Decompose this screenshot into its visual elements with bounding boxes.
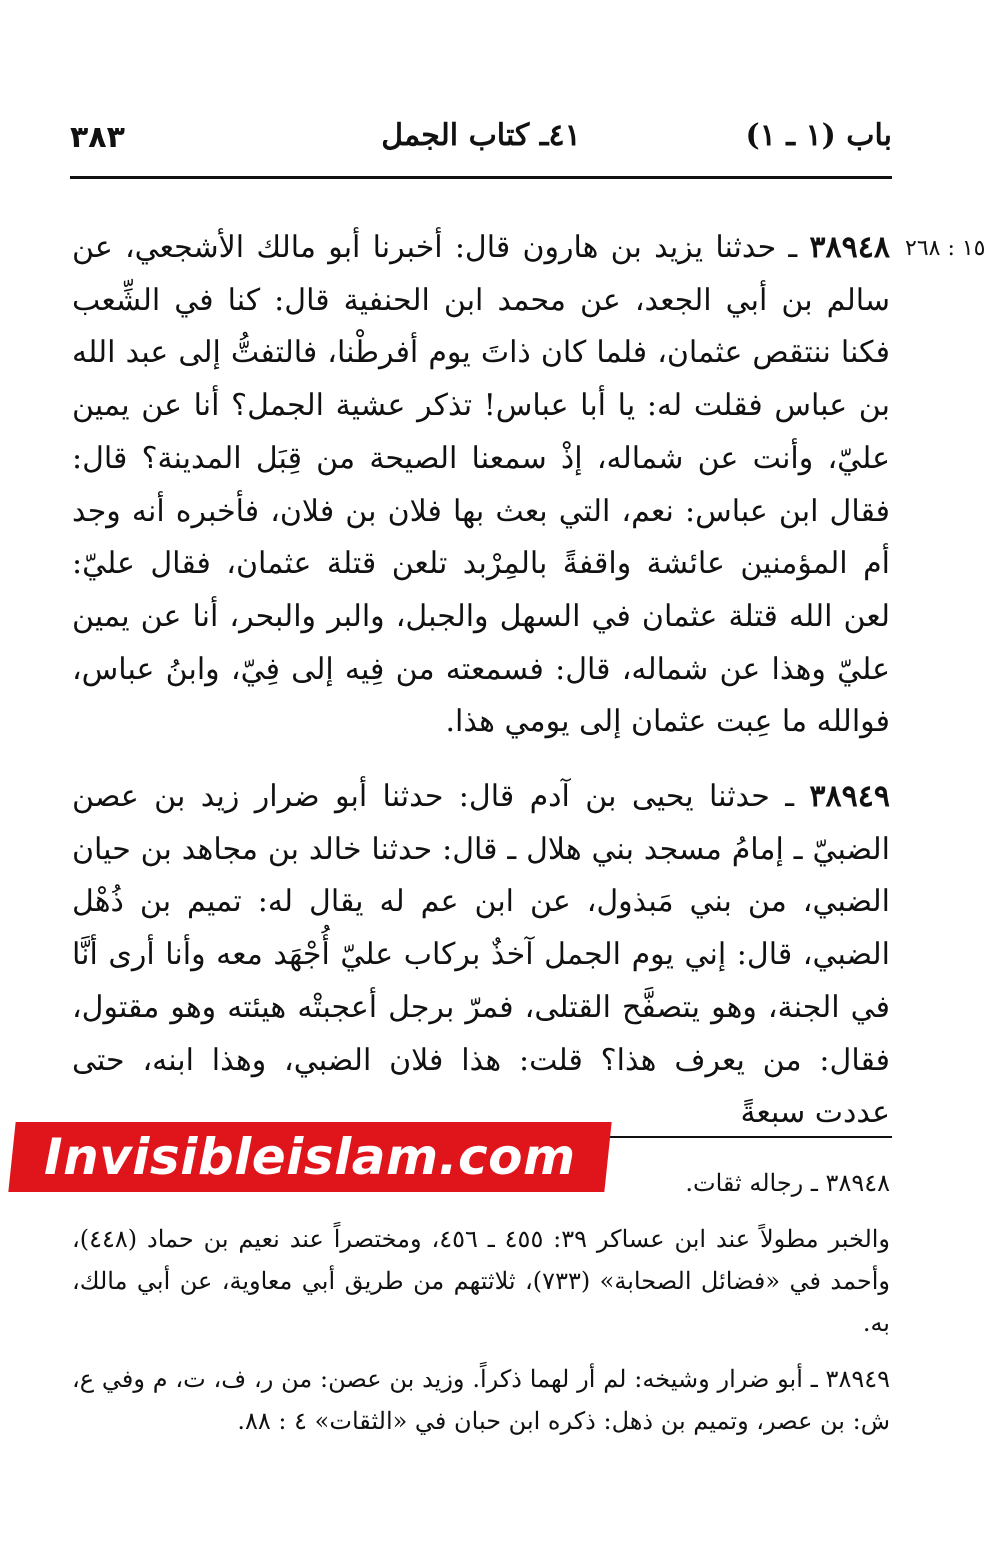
hadith-text: ـ حدثنا يحيى بن آدم قال: حدثنا أبو ضرار زيد بن عصن الضبيّ ـ إمامُ مسجد بني هلال ـ قال: حدثنا خالد بن مجاهد بن حيان الضبي، من بني مَبذول، عن ابن عم له يقال له: تميم بن ذُهْل الضبي، قال: إني يوم الجمل آخذٌ بركاب عليّ أُجْهَد معه وأنا أرى أنَّا في الجنة، وهو يتصفَّح القتلى، فمرّ برجل أعجبتْه هيئته وهو مقتول، فقال: من يعرف هذا؟ قلت: هذا فلان الضبي، وهذا ابنه، حتى عددت سبعةً	[72, 779, 890, 1131]
main-text	[72, 222, 890, 1140]
hadith-paragraph	[72, 222, 890, 749]
watermark-text: Invisibleislam.com	[44, 1128, 576, 1186]
margin-reference: ١٥ : ٢٦٨	[905, 236, 986, 261]
book-title: ٤١ـ كتاب الجمل	[381, 118, 581, 153]
footnotes	[72, 1162, 890, 1442]
header-rule	[70, 176, 892, 179]
hadith-number: ٣٨٩٤٨	[809, 230, 890, 265]
footnote-rule	[610, 1136, 892, 1138]
hadith-text: ـ حدثنا يزيد بن هارون قال: أخبرنا أبو مالك الأشجعي، عن سالم بن أبي الجعد، عن محمد ابن الحنفية قال: كنا في الشِّعب فكنا ننتقص عثمان، فلما كان ذاتَ يوم أفرطْنا، فالتفتُّ إلى عبد الله بن عباس فقلت له: يا أبا عباس! تذكر عشية الجمل؟ أنا عن يمين عليّ، وأنت عن شماله، إذْ سمعنا الصيحة من قِبَل المدينة؟ قال: فقال ابن عباس: نعم، التي بعث بها فلان بن فلان، فأخبره أنه وجد أم المؤمنين عائشة واقفةً بالمِرْبد تلعن قتلة عثمان، فقال عليّ: لعن الله قتلة عثمان في السهل والجبل، والبر والبحر، أنا عن يمين عليّ وهذا عن شماله، قال: فسمعته من فِيه إلى فِيّ، وابنُ عباس، فوالله ما عِبت عثمان إلى يومي هذا.	[72, 230, 890, 740]
hadith-number: ٣٨٩٤٩	[809, 779, 890, 815]
footnote-body: ٣٨٩٤٩ ـ أبو ضرار وشيخه: لم أر لهما ذكراً. وزيد بن عصن: من ر، ف، ت، م وفي ع، ش: بن عصر، وتميم بن ذهل: ذكره ابن حبان في «الثقات» ٤ : ٨٨.	[72, 1365, 890, 1435]
running-header	[70, 112, 892, 162]
footnote-heading: ٣٨٩٤٨ ـ رجاله ثقات.	[685, 1169, 890, 1197]
hadith-paragraph	[72, 771, 890, 1140]
chapter-heading: باب (١ ـ ١)	[745, 118, 892, 153]
footnote-body: والخبر مطولاً عند ابن عساكر ٣٩: ٤٥٥ ـ ٤٥٦، ومختصراً عند نعيم بن حماد (٤٤٨)، وأحمد في «فضائل الصحابة» (٧٣٣)، ثلاثتهم من طريق أبي معاوية، عن أبي مالك، به.	[72, 1225, 891, 1337]
watermark-banner	[8, 1122, 611, 1192]
page-number: ٣٨٣	[70, 120, 125, 155]
